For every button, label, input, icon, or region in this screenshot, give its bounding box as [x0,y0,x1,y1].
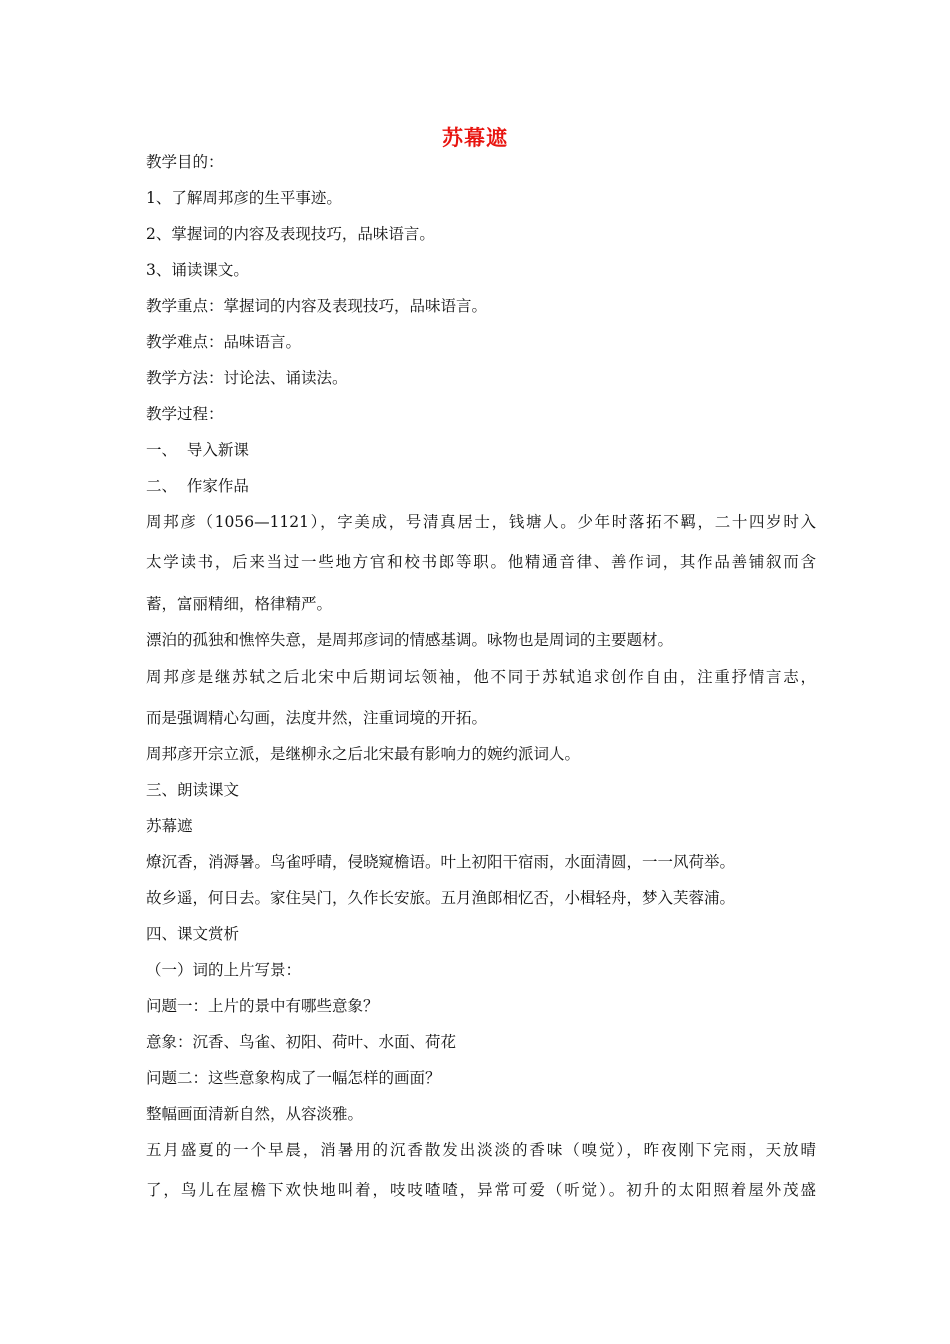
text-line: 教学难点：品味语言。 [146,333,302,351]
text-line: 二、 作家作品 [146,477,249,495]
text-line: 教学过程： [146,405,224,423]
text-line: 而是强调精心勾画，法度井然，注重词境的开拓。 [146,709,488,727]
text-line: 三、朗读课文 [146,781,240,799]
text-line: 2、掌握词的内容及表现技巧，品味语言。 [146,225,435,243]
text-line: 苏幕遮 [146,817,193,835]
text-line: 一、 导入新课 [146,441,249,459]
text-line: 整幅画面清新自然，从容淡雅。 [146,1105,364,1123]
text-line: 问题一：上片的景中有哪些意象？ [146,997,379,1015]
text-line: 漂泊的孤独和憔悴失意，是周邦彦词的情感基调。咏物也是周词的主要题材。 [146,631,674,649]
text-line: 故乡遥，何日去。家住吴门，久作长安旅。五月渔郎相忆否，小楫轻舟，梦入芙蓉浦。 [146,889,736,907]
text-line: 意象：沉香、鸟雀、初阳、荷叶、水面、荷花 [146,1033,457,1051]
text-line: 教学目的： [146,153,224,171]
text-line: 周邦彦是继苏轼之后北宋中后期词坛领袖，他不同于苏轼追求创作自由，注重抒情言志， [146,668,816,686]
text-line: 五月盛夏的一个早晨，消暑用的沉香散发出淡淡的香味（嗅觉），昨夜刚下完雨，天放晴 [146,1141,816,1159]
text-line: 周邦彦（1056—1121），字美成，号清真居士，钱塘人。少年时落拓不羁，二十四岁时入 [146,513,816,531]
text-line: 周邦彦开宗立派，是继柳永之后北宋最有影响力的婉约派词人。 [146,745,581,763]
text-line: 燎沉香，消溽暑。鸟雀呼晴，侵晓窥檐语。叶上初阳干宿雨，水面清圆，一一风荷举。 [146,853,736,871]
text-line: （一）词的上片写景： [146,961,302,979]
text-line: 太学读书，后来当过一些地方官和校书郎等职。他精通音律、善作词，其作品善铺叙而含 [146,553,816,571]
text-line: 了，鸟儿在屋檐下欢快地叫着，吱吱喳喳，异常可爱（听觉）。初升的太阳照着屋外茂盛 [146,1181,816,1199]
document-title: 苏幕遮 [442,125,508,150]
text-line: 3、诵读课文。 [146,261,249,279]
text-line: 教学方法：讨论法、诵读法。 [146,369,348,387]
text-line: 教学重点：掌握词的内容及表现技巧，品味语言。 [146,297,488,315]
text-line: 1、了解周邦彦的生平事迹。 [146,189,342,207]
text-line: 蓄，富丽精细，格律精严。 [146,595,333,613]
text-line: 四、课文赏析 [146,925,240,943]
text-line: 问题二：这些意象构成了一幅怎样的画面？ [146,1069,441,1087]
